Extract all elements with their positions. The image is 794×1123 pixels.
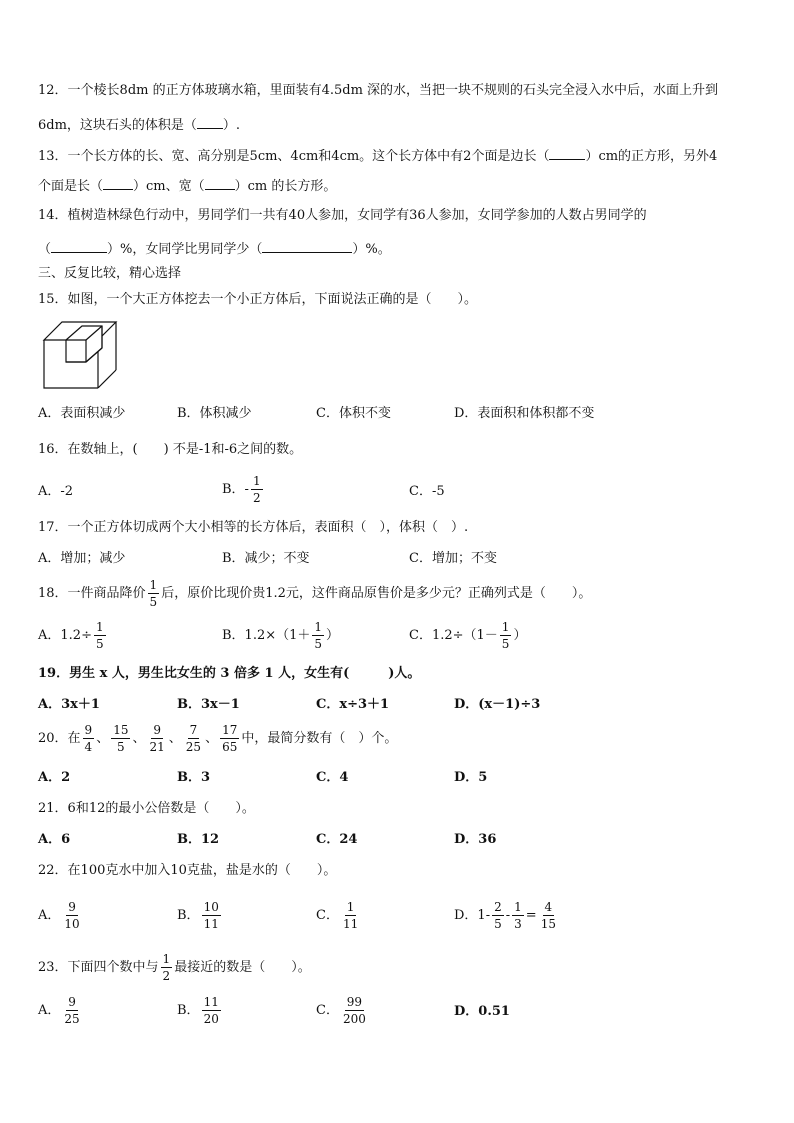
q18-option-a[interactable]: A．1.2÷ $\frac{1}{5}$ [38,620,104,651]
q22-stem: 22．在100克水中加入10克盐，盐是水的（ ）。 [38,863,337,878]
q18-option-c[interactable]: C．1.2÷（1－ $\frac{1}{5}$ ） [409,620,527,651]
q13-line1: 13．一个长方体的长、宽、高分别是5cm、4cm和4cm。这个长方体中有2个面是边长（ ）cm的正方形，另外4 [38,149,718,164]
q20-stem: 20．在 $\frac{9}{4}$ 、 $\frac{15}{5}$ 、 $\frac{9}{21}$ 、 $\frac{7}{25}$ 、 $\frac{17}{65}$ 中，最简分数有（ ）个。 [38,723,398,754]
q21-option-a[interactable]: A．6 [38,832,71,847]
q23-option-d[interactable]: D．0.51 [454,1004,510,1019]
q17-stem: 17．一个正方体切成两个大小相等的长方体后，表面积（ ），体积（ ）. [38,520,469,535]
q14-blank-2[interactable] [262,240,352,253]
q12-answer-blank[interactable] [197,116,223,129]
q20-option-d[interactable]: D．5 [454,770,488,785]
q20-fraction-4: $\frac{7}{25}$ [185,723,202,754]
q20-fraction-3: $\frac{9}{21}$ [149,723,165,754]
q23-option-c[interactable]: C． $\frac{99}{200}$ [316,995,366,1026]
q22-d-fraction-2: $\frac{1}{3}$ [514,900,522,931]
q23-a-fraction: $\frac{9}{25}$ [64,995,80,1026]
q14-line2: （ ）%，女同学比男同学少（ ）%。 [38,242,391,257]
q23-b-fraction: $\frac{11}{20}$ [203,995,219,1026]
q15-stem: 15．如图，一个大正方体挖去一个小正方体后，下面说法正确的是（ ）。 [38,292,478,307]
q20-option-a[interactable]: A．2 [38,770,71,785]
q14-line1: 14．植树造林绿色行动中，男同学们一共有40人参加，女同学有36人参加，女同学参加的人数占男同学的 [38,208,647,223]
q23-stem: 23．下面四个数中与 $\frac{1}{2}$ 最接近的数是（ ）。 [38,952,311,983]
q23-c-fraction: $\frac{99}{200}$ [342,995,366,1026]
q18-stem: 18．一件商品降价 $\frac{1}{5}$ 后，原价比现价贵1.2元，这件商品原售价是多少元？正确列式是（ ）。 [38,578,592,609]
q22-option-b[interactable]: B． $\frac{10}{11}$ [177,900,219,931]
q15-option-d[interactable]: D．表面积和体积都不变 [454,406,595,421]
q15-option-a[interactable]: A．表面积减少 [38,406,126,421]
q18-c-fraction: $\frac{1}{5}$ [501,620,510,651]
q18-option-b[interactable]: B．1.2×（1＋ $\frac{1}{5}$ ） [222,620,340,651]
q22-d-fraction-1: $\frac{2}{5}$ [494,900,502,931]
q20-option-c[interactable]: C．4 [316,770,349,785]
q20-option-b[interactable]: B．3 [177,770,211,785]
q12-line1: 12．一个棱长8dm 的正方体玻璃水箱，里面装有4.5dm 深的水，当把一块不规则的石头完全浸入水中后，水面上升到 [38,83,719,98]
q18-b-fraction: $\frac{1}{5}$ [314,620,323,651]
q23-option-b[interactable]: B． $\frac{11}{20}$ [177,995,219,1026]
q16-option-a[interactable]: A．-2 [38,484,74,499]
q16-stem: 16．在数轴上，( ) 不是-1和-6之间的数。 [38,442,303,457]
q15-option-b[interactable]: B．体积减少 [177,406,252,421]
q18-stem-fraction: $\frac{1}{5}$ [149,578,158,609]
q22-b-fraction: $\frac{10}{11}$ [203,900,219,931]
q22-c-fraction: $\frac{1}{11}$ [342,900,359,931]
section-heading: 三、反复比较，精心选择 [38,266,182,281]
q16-option-b[interactable]: B．- $\frac{1}{2}$ [222,474,261,505]
q22-a-fraction: $\frac{9}{10}$ [64,900,80,931]
q19-option-a[interactable]: A．3x＋1 [38,697,100,712]
q22-option-d[interactable]: D．1- $\frac{2}{5}$ - $\frac{1}{3}$ = $\frac{4}{15}$ [454,900,556,931]
q13-blank-3[interactable] [205,177,235,190]
q20-fraction-2: $\frac{15}{5}$ [113,723,129,754]
q17-option-a[interactable]: A．增加；减少 [38,551,126,566]
q19-option-b[interactable]: B．3x－1 [177,697,240,712]
q17-option-b[interactable]: B．减少；不变 [222,551,310,566]
q22-option-a[interactable]: A． $\frac{9}{10}$ [38,900,80,931]
q19-option-c[interactable]: C．x÷3＋1 [316,697,390,712]
q18-a-fraction: $\frac{1}{5}$ [95,620,104,651]
q19-stem: 19．男生 x 人，男生比女生的 3 倍多 1 人，女生有( )人。 [38,666,421,681]
q21-option-c[interactable]: C．24 [316,832,358,847]
q13-blank-2[interactable] [103,177,133,190]
q23-option-a[interactable]: A． $\frac{9}{25}$ [38,995,80,1026]
q16-b-fraction: $\frac{1}{2}$ [252,474,261,505]
q22-option-c[interactable]: C． $\frac{1}{11}$ [316,900,359,931]
q15-option-c[interactable]: C．体积不变 [316,406,391,421]
q20-fraction-5: $\frac{17}{65}$ [222,723,238,754]
q13-blank-1[interactable] [549,147,585,160]
q20-fraction-1: $\frac{9}{4}$ [84,723,93,754]
q12-line2: 6dm，这块石头的体积是（ ）. [38,118,241,133]
q22-d-fraction-3: $\frac{4}{15}$ [540,900,556,931]
q16-option-c[interactable]: C．-5 [409,484,445,499]
q23-stem-fraction: $\frac{1}{2}$ [162,952,171,983]
q21-option-b[interactable]: B．12 [177,832,220,847]
q19-option-d[interactable]: D．(x－1)÷3 [454,697,541,712]
q21-option-d[interactable]: D．36 [454,832,497,847]
q13-line2: 个面是长（ ）cm、宽（ ）cm 的长方形。 [38,179,337,194]
cube-figure [40,318,120,392]
q21-stem: 21．6和12的最小公倍数是（ ）。 [38,801,255,816]
q17-option-c[interactable]: C．增加；不变 [409,551,497,566]
q14-blank-1[interactable] [51,240,107,253]
